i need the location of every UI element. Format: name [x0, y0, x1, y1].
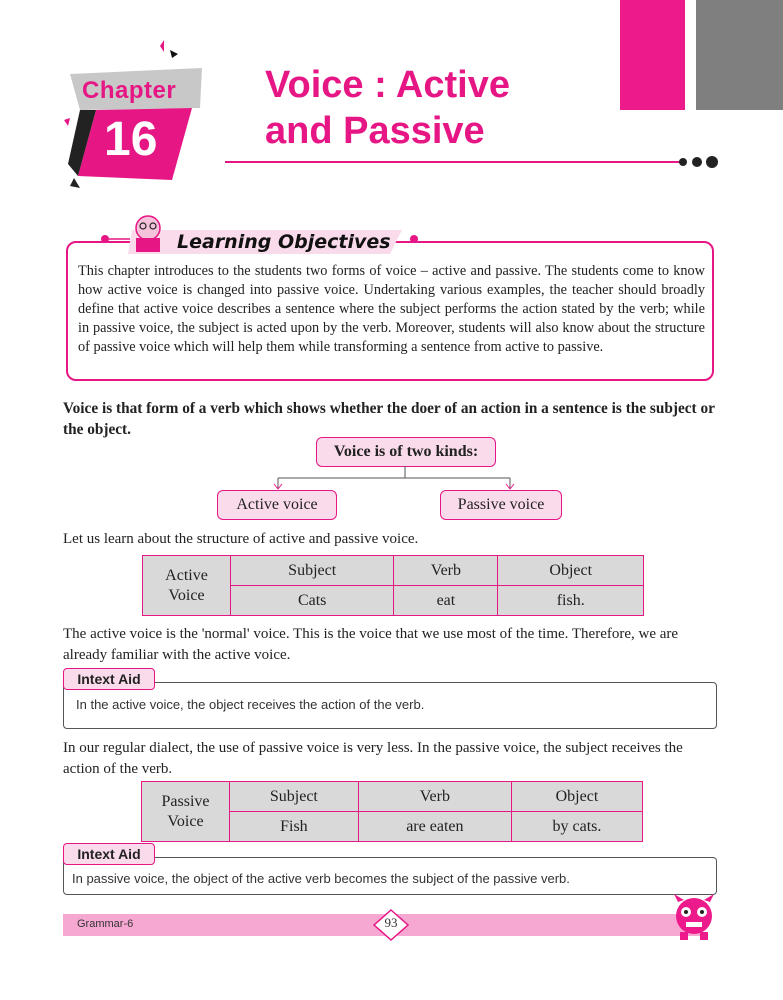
- footer-book-title: Grammar-6: [77, 918, 134, 930]
- active-header-object: Object: [498, 556, 644, 586]
- voice-kinds-heading: Voice is of two kinds:: [316, 437, 496, 467]
- corner-gray-block: [696, 0, 783, 110]
- active-voice-paragraph: The active voice is the 'normal' voice. This is the voice that we use most of the time. Therefore, we are already familiar with the active voice.: [63, 626, 679, 663]
- active-value-subject: Cats: [231, 586, 394, 616]
- page-title: [265, 62, 510, 154]
- active-voice-label: [143, 556, 231, 616]
- chapter-label: Chapter: [82, 77, 177, 104]
- monster-mascot-icon: [664, 892, 724, 942]
- structure-intro: Let us learn about the structure of active and passive voice.: [63, 531, 419, 547]
- passive-header-verb: Verb: [358, 782, 511, 812]
- passive-voice-label: [142, 782, 230, 842]
- active-header-verb: Verb: [394, 556, 498, 586]
- active-header-subject: Subject: [231, 556, 394, 586]
- chapter-number: 16: [104, 113, 158, 166]
- title-underline: [225, 152, 725, 172]
- passive-voice-table: [141, 781, 643, 842]
- active-value-verb: eat: [394, 586, 498, 616]
- passive-value-object: by cats.: [511, 812, 642, 842]
- corner-pink-block: [620, 0, 685, 110]
- passive-voice-paragraph: In our regular dialect, the use of passive voice is very less. In the passive voice, the subject receives the action of the verb.: [63, 740, 683, 777]
- title-line-1: Voice : Active: [265, 64, 510, 106]
- learning-objectives-heading: Learning Objectives: [177, 231, 391, 253]
- active-voice-pill: Active voice: [217, 490, 337, 520]
- page-number: 93: [384, 915, 398, 930]
- intext-aid-2-box: [63, 857, 717, 895]
- intext-aid-1-text: In the active voice, the object receives the action of the verb.: [76, 697, 425, 712]
- active-value-object: fish.: [498, 586, 644, 616]
- voice-definition: Voice is that form of a verb which shows whether the doer of an action in a sentence is the subject or the object.: [63, 400, 715, 438]
- passive-voice-pill: Passive voice: [440, 490, 562, 520]
- kinds-connector: [270, 466, 520, 492]
- intext-aid-2-label: Intext Aid: [63, 843, 155, 865]
- passive-header-object: Object: [511, 782, 642, 812]
- active-label-line-2: Voice: [168, 586, 205, 604]
- intext-aid-1-box: [63, 682, 717, 729]
- intext-aid-1-label: Intext Aid: [63, 668, 155, 690]
- passive-value-subject: Fish: [230, 812, 359, 842]
- passive-header-subject: Subject: [230, 782, 359, 812]
- active-voice-table: [142, 555, 644, 616]
- passive-value-verb: are eaten: [358, 812, 511, 842]
- learning-objectives-text: This chapter introduces to the students two forms of voice – active and passive. The students come to know how active voice is changed into passive voice. Undertaking various examples, the teacher should broadly define that active voice describes a sentence where the subject performs the action stated by the verb; while in passive voice, the subject is acted upon by the verb. Moreover, students will also know about the structure of passive voice which will help them while transforming a sentence from active to passive.: [78, 263, 705, 355]
- passive-label-line-1: Passive: [161, 792, 210, 810]
- title-line-2: and Passive: [265, 110, 485, 152]
- intext-aid-2-text: In passive voice, the object of the active verb becomes the subject of the passive verb.: [72, 871, 570, 886]
- active-label-line-1: Active: [165, 566, 208, 584]
- passive-label-line-2: Voice: [167, 812, 204, 830]
